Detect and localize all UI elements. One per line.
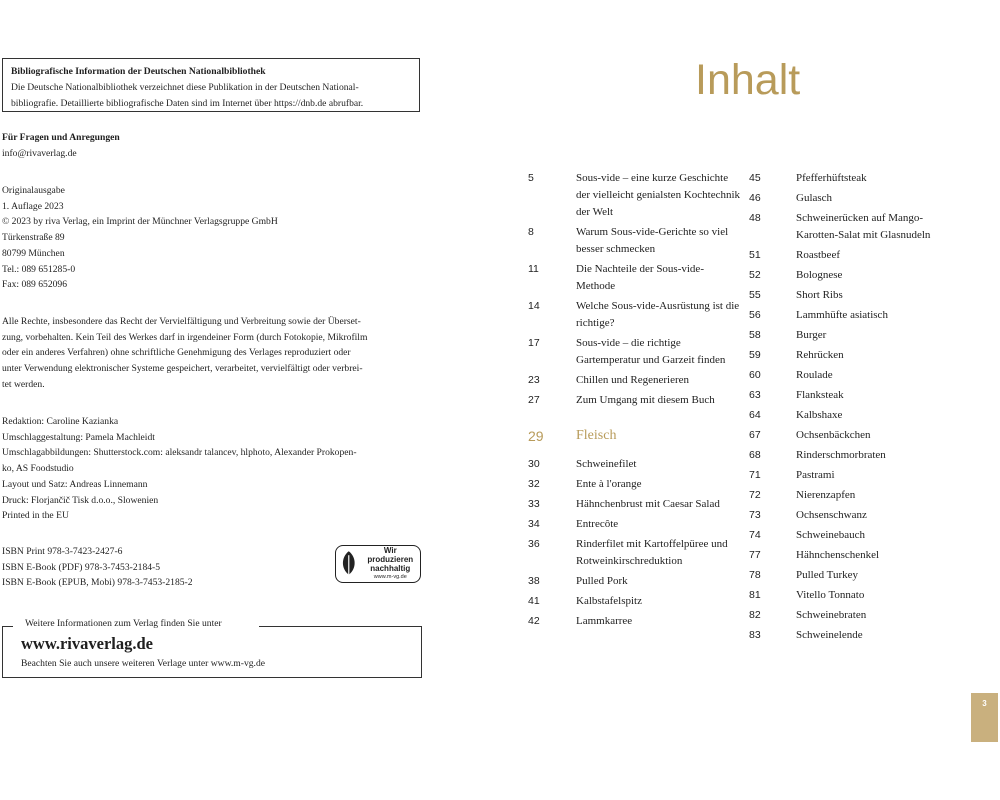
rights-line: oder ein anderes Verfahren) ohne schriftliche Genehmigung des Verlages reproduziert oder: [2, 347, 351, 359]
toc-page: 63: [749, 389, 761, 401]
toc-title: Entrecôte: [576, 518, 619, 530]
toc-page: 71: [749, 469, 761, 481]
toc-page: 56: [749, 309, 761, 321]
toc-entry[interactable]: [749, 367, 939, 384]
toc-title: Bolognese: [796, 269, 843, 281]
toc-title: Schweinefilet: [576, 458, 637, 470]
publication-line: 80799 München: [2, 247, 65, 259]
publication-line: Tel.: 089 651285-0: [2, 263, 76, 275]
publication-line: 1. Auflage 2023: [2, 200, 64, 212]
toc-entry[interactable]: [528, 496, 743, 513]
toc-title: Pastrami: [796, 469, 835, 481]
isbn-line: ISBN E-Book (EPUB, Mobi) 978-3-7453-2185-2: [2, 577, 193, 589]
toc-title: Flanksteak: [796, 389, 844, 401]
toc-entry[interactable]: [528, 593, 743, 610]
toc-section-heading[interactable]: [528, 427, 743, 445]
toc-page: 51: [749, 249, 761, 261]
toc-section-title: Fleisch: [576, 428, 617, 443]
imprint-page: [0, 0, 430, 800]
info-heading: Weitere Informationen zum Verlag finden Sie unter: [25, 618, 222, 629]
toc-title: Pulled Pork: [576, 575, 628, 587]
toc-title: Ente à l'orange: [576, 478, 642, 490]
toc-title: Schweinebauch: [796, 529, 866, 541]
toc-column-1: [528, 170, 743, 630]
toc-entry[interactable]: [749, 407, 939, 424]
questions-title: Für Fragen und Anregungen: [2, 132, 120, 143]
toc-title: Warum Sous-vide-Gerichte so viel besser schmecken: [576, 226, 729, 255]
publication-line: Fax: 089 652096: [2, 279, 68, 291]
toc-title: Lammhüfte asiatisch: [796, 309, 888, 321]
toc-page: 34: [528, 518, 540, 530]
toc-entry[interactable]: [528, 476, 743, 493]
credit-line: Druck: Florjančič Tisk d.o.o., Slowenien: [2, 494, 159, 506]
toc-title: Ochsenbäckchen: [796, 429, 871, 441]
toc-page: 36: [528, 538, 540, 550]
rights-line: Alle Rechte, insbesondere das Recht der Vervielfältigung und Verbreitung sowie der Überset-: [2, 316, 361, 327]
toc-title: Hähnchenschenkel: [796, 549, 880, 561]
toc-title: Roulade: [796, 369, 833, 381]
publication-line: © 2023 by riva Verlag, ein Imprint der Münchner Verlagsgruppe GmbH: [2, 216, 278, 228]
toc-title: Pfefferhüftsteak: [796, 172, 867, 184]
toc-entry[interactable]: [528, 170, 743, 221]
credit-line: Layout und Satz: Andreas Linnemann: [2, 478, 148, 490]
toc-title: Sous-vide – eine kurze Geschichte der vielleicht genialsten Kochtechnik der Welt: [576, 172, 741, 218]
toc-page: 82: [749, 609, 761, 621]
toc-title: Vitello Tonnato: [796, 589, 865, 601]
publisher-info-box: [2, 618, 422, 678]
publisher-url[interactable]: www.rivaverlag.de: [21, 634, 153, 653]
toc-entry[interactable]: [749, 210, 939, 244]
toc-entry[interactable]: [749, 547, 939, 564]
toc-entry[interactable]: [749, 387, 939, 404]
toc-page: 67: [749, 429, 761, 441]
toc-entry[interactable]: [528, 613, 743, 630]
toc-page: 52: [749, 269, 761, 281]
bibliographic-info-box: [2, 58, 420, 112]
toc-page: 60: [749, 369, 761, 381]
toc-title: Ochsenschwanz: [796, 509, 867, 521]
toc-title: Schweinebraten: [796, 609, 867, 621]
isbn-line: ISBN Print 978-3-7423-2427-6: [2, 546, 123, 557]
toc-entry[interactable]: [749, 467, 939, 484]
page-number-tab: 3: [971, 693, 998, 742]
toc-page: 30: [528, 458, 540, 470]
sustainability-seal: [335, 545, 421, 583]
info-footer: Beachten Sie auch unsere weiteren Verlage unter www.m-vg.de: [21, 658, 266, 669]
toc-page: 5: [528, 172, 534, 184]
rights-line: tet werden.: [2, 378, 45, 390]
isbn-line: ISBN E-Book (PDF) 978-3-7453-2184-5: [2, 561, 161, 573]
toc-title: Pulled Turkey: [796, 569, 859, 581]
toc-page: 41: [528, 595, 540, 607]
toc-entry[interactable]: [749, 190, 939, 207]
toc-page: 8: [528, 226, 534, 238]
toc-title: Schweinelende: [796, 629, 863, 641]
toc-page: 11: [528, 263, 539, 275]
toc-page: 81: [749, 589, 761, 601]
toc-entry[interactable]: [749, 267, 939, 284]
toc-entry[interactable]: [749, 170, 939, 187]
credit-line: Umschlaggestaltung: Pamela Machleidt: [2, 431, 155, 443]
toc-entry[interactable]: [749, 587, 939, 604]
biblio-title: Bibliografische Information der Deutschen Nationalbibliothek: [11, 66, 266, 77]
toc-title: Rinderfilet mit Kartoffelpüree und Rotweinkirschreduktion: [576, 538, 728, 567]
toc-page: 32: [528, 478, 540, 490]
toc-page: 64: [749, 409, 761, 421]
toc-page: 55: [749, 289, 761, 301]
toc-entry[interactable]: [528, 335, 743, 369]
toc-page: 58: [749, 329, 761, 341]
toc-title: Chillen und Regenerieren: [576, 374, 690, 386]
seal-line: Wir produzieren: [367, 546, 414, 564]
publication-line: Türkenstraße 89: [2, 232, 65, 244]
toc-entry[interactable]: [749, 427, 939, 444]
biblio-text-line: bibliografie. Detaillierte bibliografische Daten sind im Internet über https://dnb.de abrufbar.: [11, 98, 364, 109]
toc-title: Lammkarree: [576, 615, 633, 627]
toc-entry[interactable]: [528, 298, 743, 332]
toc-title: Burger: [796, 329, 827, 341]
toc-title: Rehrücken: [796, 349, 844, 361]
isbn-block: [2, 544, 193, 591]
toc-entry[interactable]: [528, 392, 743, 409]
toc-entry[interactable]: [749, 307, 939, 324]
biblio-text-line: Die Deutsche Nationalbibliothek verzeichnet diese Publikation in der Deutschen National-: [11, 82, 359, 93]
publication-block: [2, 183, 278, 293]
toc-title: Gulasch: [796, 192, 833, 204]
toc-title: Welche Sous-vide-Ausrüstung ist die richtige?: [576, 300, 740, 329]
credit-line: Redaktion: Caroline Kazianka: [2, 416, 119, 427]
toc-page: 59: [749, 349, 761, 361]
toc-entry[interactable]: [749, 627, 939, 644]
toc-column-2: [749, 170, 939, 644]
toc-page: 14: [528, 300, 540, 312]
toc-entry[interactable]: [749, 567, 939, 584]
rights-line: zung, vorbehalten. Kein Teil des Werkes darf in irgendeiner Form (durch Fotokopie, Mikrofilm: [2, 331, 368, 343]
toc-page: 78: [749, 569, 761, 581]
credit-line: Printed in the EU: [2, 510, 69, 522]
toc-title: Sous-vide – die richtige Gartemperatur und Garzeit finden: [576, 337, 726, 366]
toc-entry[interactable]: [528, 372, 743, 389]
toc-entry[interactable]: [749, 507, 939, 524]
toc-entry[interactable]: [749, 607, 939, 624]
toc-entry[interactable]: [749, 447, 939, 464]
toc-title: Schweinerücken auf Mango-Karotten-Salat mit Glasnudeln: [796, 212, 931, 241]
toc-title: Kalbshaxe: [796, 409, 843, 421]
toc-entry[interactable]: [528, 261, 743, 295]
toc-entry[interactable]: [749, 327, 939, 344]
toc-page: 83: [749, 629, 761, 641]
toc-page: 27: [528, 394, 540, 406]
toc-section-page: 29: [528, 428, 544, 444]
toc-title: Hähnchenbrust mit Caesar Salad: [576, 498, 720, 510]
leaf-icon: [339, 549, 359, 579]
toc-page: 42: [528, 615, 540, 627]
seal-url: www.m-vg.de: [373, 574, 407, 580]
credit-line: ko, AS Foodstudio: [2, 463, 74, 475]
toc-page: 46: [749, 192, 761, 204]
toc-title: Rinderschmorbraten: [796, 449, 886, 461]
toc-entry[interactable]: [749, 247, 939, 264]
toc-heading: Inhalt: [695, 56, 801, 104]
rights-block: [2, 314, 422, 393]
toc-page: 17: [528, 337, 540, 349]
toc-title: Short Ribs: [796, 289, 843, 301]
toc-entry[interactable]: [528, 456, 743, 473]
toc-page: 38: [528, 575, 540, 587]
publication-line: Originalausgabe: [2, 185, 65, 196]
toc-title: Die Nachteile der Sous-vide-Methode: [576, 263, 704, 292]
credits-block: [2, 414, 357, 524]
toc-title: Roastbeef: [796, 249, 840, 261]
toc-page: 77: [749, 549, 761, 561]
toc-page: 72: [749, 489, 761, 501]
toc-page: 45: [749, 172, 761, 184]
toc-entry[interactable]: [528, 573, 743, 590]
toc-entry[interactable]: [528, 536, 743, 570]
seal-line: nachhaltig: [370, 564, 411, 573]
toc-page: 68: [749, 449, 761, 461]
toc-entry[interactable]: [749, 527, 939, 544]
toc-entry[interactable]: [749, 287, 939, 304]
credit-line: Umschlagabbildungen: Shutterstock.com: aleksandr talancev, hlphoto, Alexander Prokopen-: [2, 447, 357, 459]
toc-entry[interactable]: [749, 487, 939, 504]
questions-email: info@rivaverlag.de: [2, 147, 77, 159]
questions-block: [2, 130, 120, 161]
toc-entry[interactable]: [528, 224, 743, 258]
toc-title: Kalbstafelspitz: [576, 595, 642, 607]
toc-page: 74: [749, 529, 761, 541]
rights-line: unter Verwendung elektronischer Systeme gespeichert, verarbeitet, vervielfältigt oder verbrei-: [2, 363, 363, 375]
toc-title: Nierenzapfen: [796, 489, 856, 501]
toc-entry[interactable]: [528, 516, 743, 533]
toc-title: Zum Umgang mit diesem Buch: [576, 394, 715, 406]
toc-page: 33: [528, 498, 540, 510]
toc-entry[interactable]: [749, 347, 939, 364]
toc-page: 23: [528, 374, 540, 386]
toc-page: 73: [749, 509, 761, 521]
toc-page: 48: [749, 212, 761, 224]
